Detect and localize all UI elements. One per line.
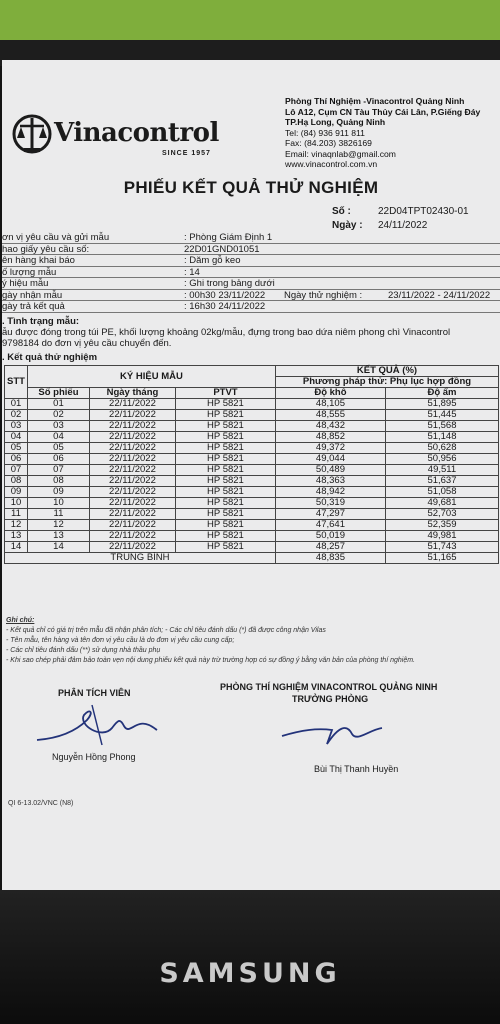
analyst-title: PHÂN TÍCH VIÊN bbox=[58, 688, 131, 698]
cell-ptvt: HP 5821 bbox=[175, 531, 275, 542]
cell-stt: 10 bbox=[5, 498, 28, 509]
cell-dokho: 48,363 bbox=[275, 476, 385, 487]
cell-dokho: 49,044 bbox=[275, 454, 385, 465]
cell-doam: 52,359 bbox=[385, 520, 498, 531]
test-date-label: Ngày thử nghiệm : bbox=[284, 289, 363, 301]
cell-ptvt: HP 5821 bbox=[175, 443, 275, 454]
cell-ptvt: HP 5821 bbox=[175, 487, 275, 498]
info-row bbox=[2, 267, 500, 279]
header-doam: Độ ẩm bbox=[385, 388, 498, 399]
lab-sign-org: PHÒNG THÍ NGHIỆM VINACONTROL QUẢNG NINH bbox=[220, 682, 438, 692]
cell-sophieu: 07 bbox=[27, 465, 89, 476]
cell-doam: 51,637 bbox=[385, 476, 498, 487]
cell-ptvt: HP 5821 bbox=[175, 542, 275, 553]
report-number-label: Số : bbox=[332, 206, 351, 217]
info-row bbox=[2, 244, 500, 256]
cell-ngay: 22/11/2022 bbox=[89, 531, 175, 542]
cell-ptvt: HP 5821 bbox=[175, 498, 275, 509]
logo-since: SINCE 1957 bbox=[162, 150, 211, 157]
lab-address-1: Lô A12, Cụm CN Tàu Thủy Cái Lân, P.Giếng Đáy bbox=[285, 106, 481, 117]
table-row bbox=[5, 443, 499, 454]
lab-email: Email: vinaqnlab@gmail.com bbox=[285, 148, 396, 159]
info-value: : Phòng Giám Định 1 bbox=[184, 232, 273, 243]
cell-sophieu: 09 bbox=[27, 487, 89, 498]
cell-stt: 05 bbox=[5, 443, 28, 454]
monitor-brand-logo: SAMSUNG bbox=[159, 958, 341, 989]
cell-ptvt: HP 5821 bbox=[175, 421, 275, 432]
cell-ptvt: HP 5821 bbox=[175, 465, 275, 476]
table-row bbox=[5, 399, 499, 410]
cell-sophieu: 13 bbox=[27, 531, 89, 542]
condition-line-1: ẫu được đóng trong túi PE, khối lượng khoảng 02kg/mẫu, đựng trong bao dứa niêm phong chì Vinacontrol bbox=[2, 327, 451, 338]
cell-ptvt: HP 5821 bbox=[175, 454, 275, 465]
table-row bbox=[5, 432, 499, 443]
cell-doam: 50,956 bbox=[385, 454, 498, 465]
cell-doam: 49,511 bbox=[385, 465, 498, 476]
head-title: TRƯỞNG PHÒNG bbox=[292, 694, 369, 704]
condition-line-2: 9798184 do đơn vị yêu cầu chuyển đến. bbox=[2, 338, 172, 349]
table-row bbox=[5, 520, 499, 531]
cell-dokho: 48,852 bbox=[275, 432, 385, 443]
average-dokho: 48,835 bbox=[275, 553, 385, 564]
cell-ptvt: HP 5821 bbox=[175, 410, 275, 421]
monitor-bezel bbox=[0, 890, 500, 1024]
average-label: TRUNG BÌNH bbox=[5, 553, 276, 564]
info-value: : 14 bbox=[184, 266, 200, 278]
cell-dokho: 48,105 bbox=[275, 399, 385, 410]
header-ptvt: PTVT bbox=[175, 388, 275, 399]
cell-stt: 09 bbox=[5, 487, 28, 498]
cell-ngay: 22/11/2022 bbox=[89, 443, 175, 454]
cell-doam: 51,148 bbox=[385, 432, 498, 443]
cell-dokho: 49,372 bbox=[275, 443, 385, 454]
cell-sophieu: 05 bbox=[27, 443, 89, 454]
report-number-value: 22D04TPT02430-01 bbox=[378, 206, 469, 217]
document-page bbox=[2, 60, 500, 890]
cell-dokho: 48,942 bbox=[275, 487, 385, 498]
note-line: - Các chỉ tiêu đánh dấu (**) sử dụng nhà thầu phụ bbox=[6, 647, 161, 654]
analyst-signature bbox=[32, 700, 162, 750]
info-label: gày trả kết quả bbox=[2, 301, 65, 312]
cell-doam: 51,058 bbox=[385, 487, 498, 498]
cell-dokho: 48,555 bbox=[275, 410, 385, 421]
cell-sophieu: 06 bbox=[27, 454, 89, 465]
cell-doam: 49,681 bbox=[385, 498, 498, 509]
cell-sophieu: 12 bbox=[27, 520, 89, 531]
vinacontrol-logo bbox=[12, 112, 222, 162]
info-value: 22D01GND01051 bbox=[184, 243, 260, 255]
table-row bbox=[5, 465, 499, 476]
cell-ptvt: HP 5821 bbox=[175, 399, 275, 410]
lab-name: Phòng Thí Nghiệm -Vinacontrol Quảng Ninh bbox=[285, 96, 465, 106]
note-line: - Tên mẫu, tên hàng và tên đơn vị yêu cầu là do đơn vị yêu cầu cung cấp; bbox=[6, 637, 235, 644]
sample-info bbox=[2, 232, 500, 313]
cell-ngay: 22/11/2022 bbox=[89, 498, 175, 509]
results-table-body bbox=[5, 399, 499, 553]
cell-stt: 03 bbox=[5, 421, 28, 432]
info-row bbox=[2, 255, 500, 267]
cell-ngay: 22/11/2022 bbox=[89, 487, 175, 498]
scales-icon bbox=[12, 112, 52, 156]
cell-ngay: 22/11/2022 bbox=[89, 432, 175, 443]
cell-sophieu: 02 bbox=[27, 410, 89, 421]
cell-ptvt: HP 5821 bbox=[175, 520, 275, 531]
head-signature bbox=[277, 716, 387, 756]
cell-stt: 07 bbox=[5, 465, 28, 476]
cell-dokho: 50,319 bbox=[275, 498, 385, 509]
table-row bbox=[5, 421, 499, 432]
cell-doam: 51,743 bbox=[385, 542, 498, 553]
cell-sophieu: 04 bbox=[27, 432, 89, 443]
header-sophieu: Số phiếu bbox=[27, 388, 89, 399]
cell-sophieu: 01 bbox=[27, 399, 89, 410]
cell-ngay: 22/11/2022 bbox=[89, 520, 175, 531]
cell-doam: 51,895 bbox=[385, 399, 498, 410]
info-value: : Ghi trong bảng dưới bbox=[184, 278, 275, 289]
cell-stt: 06 bbox=[5, 454, 28, 465]
table-header-row bbox=[5, 366, 499, 377]
lab-website: www.vinacontrol.com.vn bbox=[285, 159, 378, 169]
info-row bbox=[2, 290, 500, 302]
report-date bbox=[332, 220, 427, 231]
table-header-row bbox=[5, 388, 499, 399]
cell-ngay: 22/11/2022 bbox=[89, 542, 175, 553]
cell-ngay: 22/11/2022 bbox=[89, 465, 175, 476]
cell-sophieu: 14 bbox=[27, 542, 89, 553]
cell-dokho: 47,297 bbox=[275, 509, 385, 520]
table-row bbox=[5, 498, 499, 509]
notes-block bbox=[6, 616, 496, 666]
cell-sophieu: 08 bbox=[27, 476, 89, 487]
average-doam: 51,165 bbox=[385, 553, 498, 564]
logo-text: Vinacontrol bbox=[54, 118, 219, 148]
cell-ptvt: HP 5821 bbox=[175, 509, 275, 520]
cell-ptvt: HP 5821 bbox=[175, 432, 275, 443]
info-label: hao giấy yêu cầu số: bbox=[2, 243, 90, 255]
report-date-value: 24/11/2022 bbox=[378, 220, 428, 231]
cell-ngay: 22/11/2022 bbox=[89, 509, 175, 520]
header-stt: STT bbox=[5, 366, 28, 399]
table-row bbox=[5, 509, 499, 520]
notes-heading: Ghi chú: bbox=[6, 617, 35, 624]
header-method: Phương pháp thử: Phụ lục hợp đồng bbox=[275, 377, 498, 388]
results-heading: . Kết quả thử nghiệm bbox=[2, 352, 98, 363]
lab-contact-block bbox=[285, 96, 500, 170]
info-row bbox=[2, 278, 500, 290]
table-row bbox=[5, 476, 499, 487]
report-number bbox=[332, 206, 469, 217]
cell-ngay: 22/11/2022 bbox=[89, 421, 175, 432]
note-line: - Kết quả chỉ có giá trị trên mẫu đã nhận phân tích; - Các chỉ tiêu đánh dấu (*) đã được công nhận Vilas bbox=[6, 627, 326, 634]
cell-stt: 01 bbox=[5, 399, 28, 410]
info-label: ý hiệu mẫu bbox=[2, 278, 49, 289]
cell-dokho: 48,257 bbox=[275, 542, 385, 553]
results-table bbox=[4, 365, 499, 564]
header-ngaythang: Ngày tháng bbox=[89, 388, 175, 399]
cell-ngay: 22/11/2022 bbox=[89, 410, 175, 421]
cell-stt: 13 bbox=[5, 531, 28, 542]
info-row bbox=[2, 232, 500, 244]
lab-tel: Tel: (84) 936 911 811 bbox=[285, 127, 365, 138]
cell-ngay: 22/11/2022 bbox=[89, 454, 175, 465]
lab-address-2: TP.Hạ Long, Quảng Ninh bbox=[285, 117, 386, 127]
info-label: gày nhận mẫu bbox=[2, 289, 63, 301]
cell-stt: 14 bbox=[5, 542, 28, 553]
cell-dokho: 47,641 bbox=[275, 520, 385, 531]
cell-stt: 02 bbox=[5, 410, 28, 421]
test-date-value: 23/11/2022 - 24/11/2022 bbox=[388, 289, 491, 301]
cell-ngay: 22/11/2022 bbox=[89, 399, 175, 410]
info-value: : 16h30 24/11/2022 bbox=[184, 301, 266, 312]
document-title: PHIẾU KẾT QUẢ THỬ NGHIỆM bbox=[123, 178, 379, 197]
cell-stt: 04 bbox=[5, 432, 28, 443]
form-code: QI 6-13.02/VNC (N8) bbox=[8, 800, 74, 807]
cell-doam: 49,981 bbox=[385, 531, 498, 542]
condition-heading: . Tình trạng mẫu: bbox=[2, 316, 80, 327]
cell-dokho: 50,019 bbox=[275, 531, 385, 542]
table-row bbox=[5, 454, 499, 465]
cell-doam: 50,628 bbox=[385, 443, 498, 454]
cell-sophieu: 11 bbox=[27, 509, 89, 520]
report-date-label: Ngày : bbox=[332, 220, 363, 231]
cell-dokho: 50,489 bbox=[275, 465, 385, 476]
cell-dokho: 48,432 bbox=[275, 421, 385, 432]
info-value: : 00h30 23/11/2022 bbox=[184, 289, 266, 301]
header-kyhieu: KÝ HIỆU MẪU bbox=[27, 366, 275, 388]
lab-fax: Fax: (84.203) 3826169 bbox=[285, 138, 372, 148]
info-label: ố lượng mẫu bbox=[2, 266, 57, 278]
cell-doam: 51,568 bbox=[385, 421, 498, 432]
note-line: - Khi sao chép phải đảm bảo toàn vẹn nội dung phiếu kết quả này trừ trường hợp có sự đồng ý bằng văn bản của phòng thí nghiệm. bbox=[6, 657, 415, 664]
info-row bbox=[2, 301, 500, 313]
analyst-name: Nguyễn Hồng Phong bbox=[52, 752, 136, 762]
header-dokho: Độ khô bbox=[275, 388, 385, 399]
cell-ngay: 22/11/2022 bbox=[89, 476, 175, 487]
cell-doam: 51,445 bbox=[385, 410, 498, 421]
cell-stt: 11 bbox=[5, 509, 28, 520]
cell-ptvt: HP 5821 bbox=[175, 476, 275, 487]
table-row bbox=[5, 542, 499, 553]
table-row bbox=[5, 531, 499, 542]
cell-sophieu: 10 bbox=[27, 498, 89, 509]
info-label: ơn vị yêu cầu và gửi mẫu bbox=[2, 232, 110, 243]
info-value: : Dăm gỗ keo bbox=[184, 255, 241, 266]
cell-doam: 52,703 bbox=[385, 509, 498, 520]
head-name: Bùi Thị Thanh Huyền bbox=[314, 764, 399, 774]
header-ketqua: KẾT QUẢ (%) bbox=[275, 366, 498, 377]
table-row bbox=[5, 487, 499, 498]
cell-stt: 08 bbox=[5, 476, 28, 487]
table-row bbox=[5, 410, 499, 421]
info-label: ên hàng khai báo bbox=[2, 255, 75, 266]
cell-sophieu: 03 bbox=[27, 421, 89, 432]
average-row bbox=[5, 553, 499, 564]
cell-stt: 12 bbox=[5, 520, 28, 531]
